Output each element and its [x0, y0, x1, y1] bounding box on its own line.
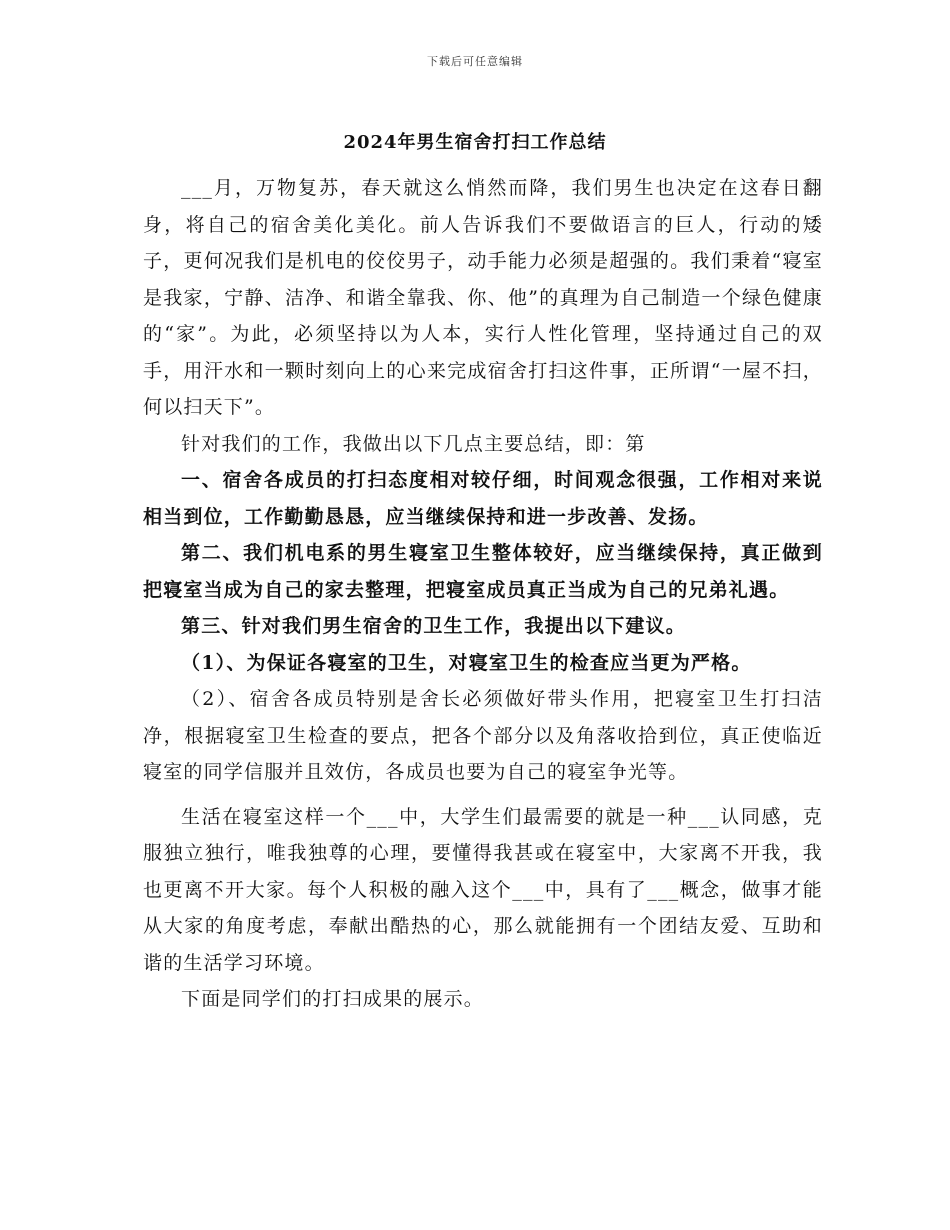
document-title: 2024年男生宿舍打扫工作总结	[343, 132, 607, 153]
paragraph-summary-lead: 针对我们的工作，我做出以下几点主要总结，即：第	[181, 432, 646, 455]
paragraph-point-one: 一、宿舍各成员的打扫态度相对较仔细，时间观念很强，工作相对来说相当到位，工作勤勤恳恳，应当继续保持和进一步改善、发扬。	[143, 469, 823, 528]
paragraph-point-two: 第二、我们机电系的男生寝室卫生整体较好，应当继续保持，真正做到把寝室当成为自己的家去整理，把寝室成员真正当成为自己的兄弟礼遇。	[143, 542, 823, 601]
paragraph-results: 下面是同学们的打扫成果的展示。	[181, 988, 485, 1010]
paragraph-point-three: 第三、针对我们男生宿舍的卫生工作，我提出以下建议。	[181, 615, 687, 637]
paragraph-intro: ___月，万物复苏，春天就这么悄然而降，我们男生也决定在这春日翻身，将自己的宿舍美化美化。前人告诉我们不要做语言的巨人，行动的矮子，更何况我们是机电的佼佼男子，动手能力必须是超强的。我们秉着“寝室是我家，宁静、洁净、和谐全靠我、你、他”的真理为自己制造一个绿色健康的“家”。为此，必须坚持以为人本，实行人性化管理，坚持通过自己的双手，用汗水和一颗时刻向上的心来完成宿舍打扫这件事，正所谓“一屋不扫，何以扫天下”。	[143, 177, 823, 418]
paragraph-suggestion-two: （2）、宿舍各成员特别是舍长必须做好带头作用，把寝室卫生打扫洁净，根据寝室卫生检查的要点，把各个部分以及角落收拾到位，真正使临近寝室的同学信服并且效仿，各成员也要为自己的寝室争光等。	[143, 688, 823, 783]
paragraph-suggestion-one: （1）、为保证各寝室的卫生，对寝室卫生的检查应当更为严格。	[181, 651, 752, 674]
paragraph-dorm-life: 生活在寝室这样一个___中，大学生们最需要的就是一种___认同感，克服独立独行，唯我独尊的心理，要懂得我甚或在寝室中，大家离不开我，我也更离不开大家。每个人积极的融入这个___中，具有了___概念，做事才能从大家的角度考虑，奉献出酷热的心，那么就能拥有一个团结友爱、互助和谐的生活学习环境。	[143, 805, 823, 974]
document-body	[143, 170, 823, 1018]
header-note: 下载后可任意编辑	[427, 55, 523, 68]
